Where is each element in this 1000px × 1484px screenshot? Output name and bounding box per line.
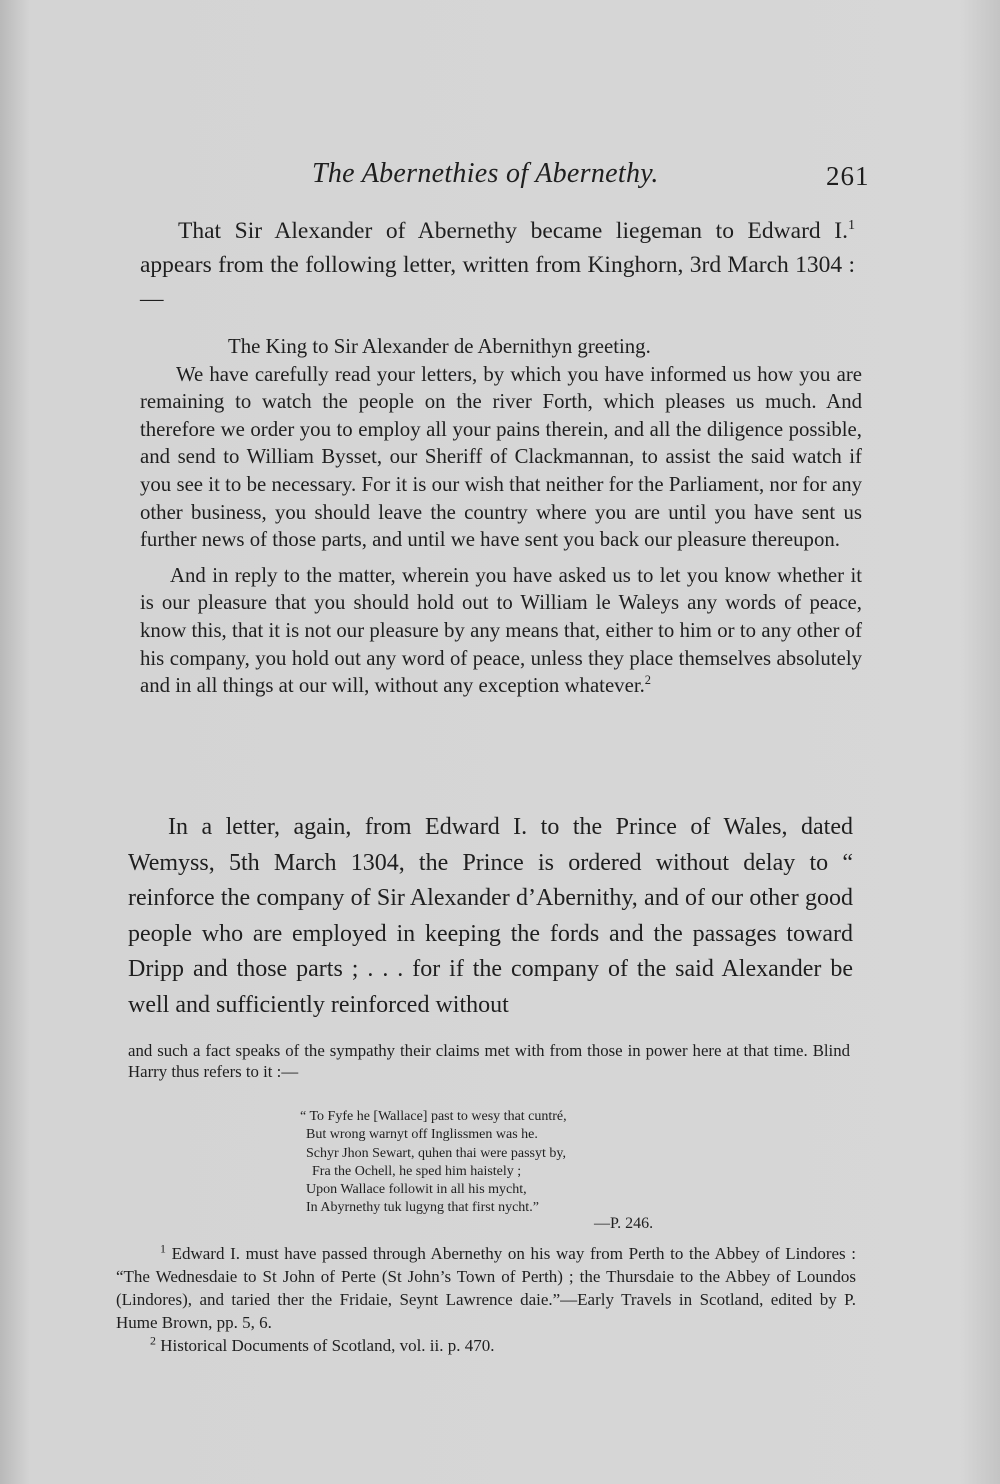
intro-paragraph	[140, 214, 855, 316]
letter-paragraph-2	[140, 562, 862, 700]
poem-line: In Abyrnethy tuk lugyng that first nycht.”	[306, 1200, 539, 1216]
letter-quote	[140, 333, 862, 700]
running-title: The Abernethies of Abernethy.	[312, 158, 659, 189]
poem-line: Upon Wallace followit in all his mycht,	[306, 1182, 527, 1198]
second-paragraph: In a letter, again, from Edward I. to the Prince of Wales, dated Wemyss, 5th March 1304, the Prince is ordered without delay to “ reinforce the company of Sir Alexander d’Abernithy, and of our other good people who are employed in keeping the fords and the passages toward Dripp and those parts ; . . . for if the company of the said Alexander be well and sufficiently reinforced without	[128, 814, 853, 1018]
letter-salutation: The King to Sir Alexander de Abernithyn greeting.	[228, 335, 651, 358]
page-number: 261	[826, 161, 870, 191]
intro-text-a: That Sir Alexander of Abernethy became liegeman to Edward I.	[178, 218, 848, 244]
footnote-ref-2: 2	[644, 673, 652, 688]
footnote-2	[116, 1334, 856, 1357]
poem-citation: —P. 246.	[594, 1215, 654, 1232]
letter-paragraph-2-text: And in reply to the matter, wherein you have asked us to let you know whether it is our pleasure that you should hold out to William le Waleys any words of peace, know this, that it is not our pleasure by any means that, either to him or to any other of his company, you hold out any word of peace, unless they place themselves absolutely and in all things at our will, without any exception whatever.	[140, 563, 862, 698]
poem-line: Schyr Jhon Sewart, quhen thai were passyt by,	[306, 1145, 566, 1161]
poem-line: But wrong warnyt off Inglissmen was he.	[306, 1127, 538, 1143]
footnotes	[116, 1242, 856, 1357]
footnote-1	[116, 1242, 856, 1334]
intro-text-b: appears from the following letter, written from Kinghorn, 3rd March 1304 :—	[140, 252, 855, 312]
letter-paragraph-1: We have carefully read your letters, by which you have informed us how you are remaining to watch the people on the river Forth, which pleases us much. And therefore we order you to employ all your pains therein, and all the diligence possible, and send to William Bysset, our Sheriff of Clackmannan, to assist the said watch if you see it to be necessary. For it is our wish that neither for the Parliament, nor for any other business, you should leave the country where you are until you have sent us further news of those parts, and until we have sent you back our pleasure thereupon.	[140, 362, 862, 552]
footnote-1-mark: 1	[160, 1241, 166, 1256]
page-header	[0, 158, 1000, 198]
poem-quote	[300, 1108, 740, 1218]
poem-line: Fra the Ochell, he sped him haistely ;	[312, 1163, 522, 1179]
poem-line: “ To Fyfe he [Wallace] past to wesy that cuntré,	[300, 1109, 567, 1124]
continued-footnote: and such a fact speaks of the sympathy their claims met with from those in power here at that time. Blind Harry thus refers to it :—	[128, 1041, 850, 1081]
footnote-ref-1: 1	[847, 217, 855, 234]
footnote-2-mark: 2	[150, 1333, 156, 1348]
footnote-2-text: Historical Documents of Scotland, vol. ii. p. 470.	[155, 1336, 495, 1355]
footnote-1-text: Edward I. must have passed through Abernethy on his way from Perth to the Abbey of Lindores : “The Wednesdaie to St John of Perte (St John’s Town of Perth) ; the Thursdaie to the Abbey of Loundos (Lindores), and taried ther the Fridaie, Seynt Lawrence daie.”—Early Travels in Scotland, edited by P. Hume Brown, pp. 5, 6.	[116, 1244, 856, 1332]
